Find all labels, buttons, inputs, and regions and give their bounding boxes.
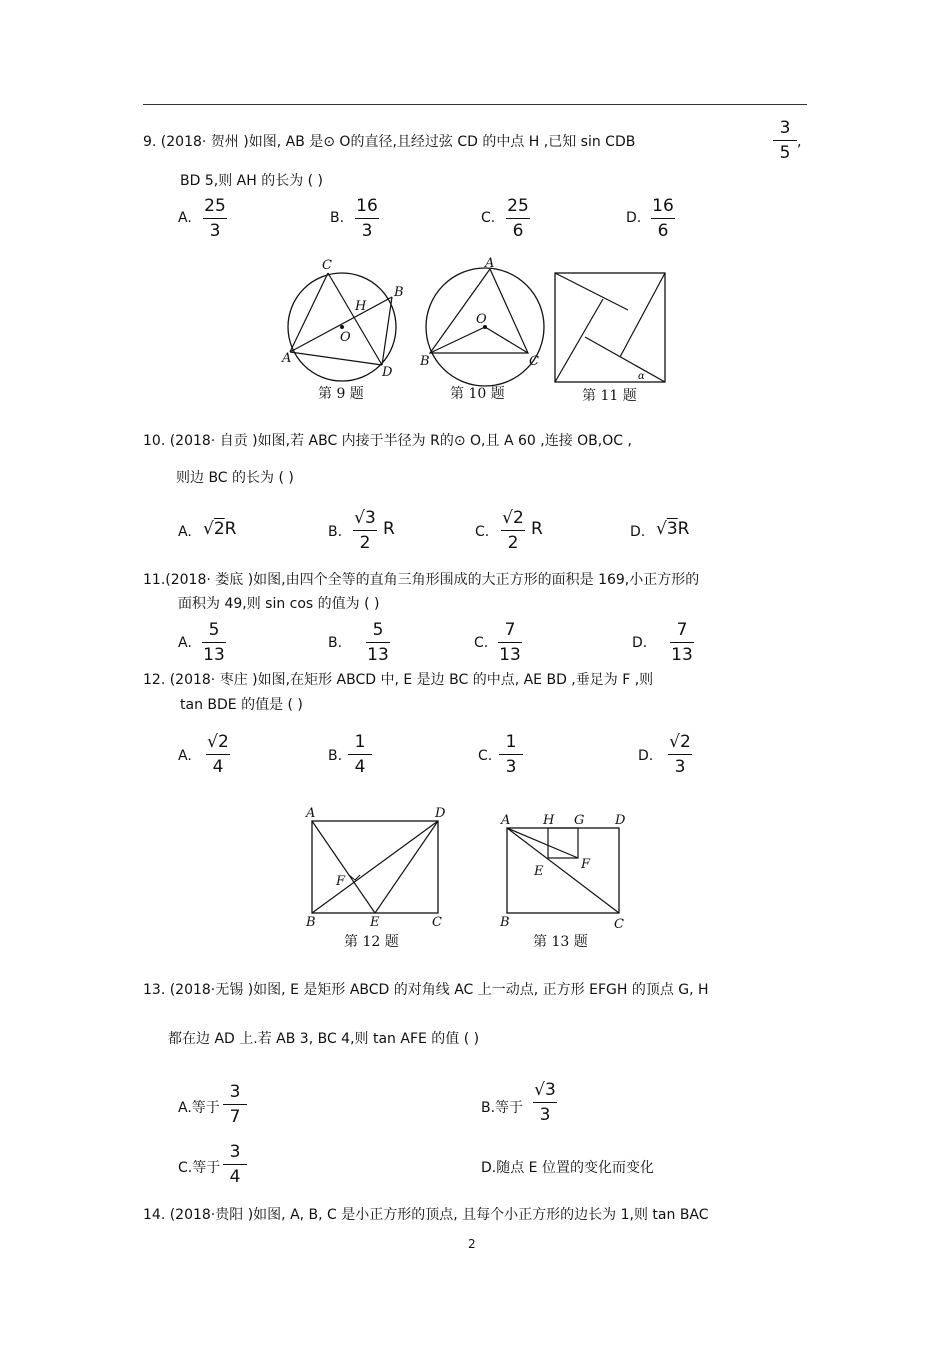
- q11-opt-c-label[interactable]: C.: [474, 635, 489, 651]
- q12-opt-d-label[interactable]: D.: [638, 748, 654, 764]
- q10-opt-d-value: √3R: [656, 519, 690, 539]
- fig12-label-f: F: [336, 874, 346, 889]
- q12-opt-c-label[interactable]: C.: [478, 748, 493, 764]
- q9-line2: BD 5,则 AH 的长为 ( ): [180, 173, 324, 189]
- q13-opt-c-frac: 3 4: [215, 1142, 255, 1187]
- fig9-label-c: C: [322, 258, 332, 273]
- q11-opt-a-label[interactable]: A.: [178, 635, 192, 651]
- q13-opt-d-label[interactable]: D.随点 E 位置的变化而变化: [481, 1160, 654, 1176]
- q10-line1: 10. (2018· 自贡 )如图,若 ABC 内接于半径为 R的⊙ O,且 A 60 ,连接 OB,OC ,: [143, 433, 632, 449]
- page-number: 2: [468, 1237, 476, 1251]
- q11-opt-b-label[interactable]: B.: [328, 635, 343, 651]
- q9-sin-fraction: 3 5: [765, 118, 805, 163]
- fig10-label-b: B: [420, 354, 430, 369]
- fig13-label-f: F: [581, 857, 591, 872]
- fig11-label-alpha: α: [638, 371, 645, 382]
- fig10-label-c: C: [529, 354, 539, 369]
- q11-opt-b-frac: 5 13: [367, 620, 389, 665]
- fig13-label-e: E: [534, 864, 544, 879]
- q10-opt-c-label[interactable]: C.: [475, 524, 490, 540]
- fig9-caption: 第 9 题: [318, 386, 364, 402]
- fig11-caption: 第 11 题: [582, 388, 637, 404]
- q9-line1: 9. (2018· 贺州 )如图, AB 是⊙ O的直径,且经过弦 CD 的中点 H ,已知 sin CDB: [143, 134, 636, 150]
- q13-line2: 都在边 AD 上.若 AB 3, BC 4,则 tan AFE 的值 ( ): [168, 1031, 480, 1047]
- fig13-label-a: A: [501, 813, 511, 828]
- q12-opt-a-frac: √2 4: [207, 732, 229, 777]
- fig12-label-e: E: [370, 915, 380, 930]
- figures-9-10-11: [280, 255, 675, 410]
- fig9-label-a: A: [282, 351, 292, 366]
- q10-line2: 则边 BC 的长为 ( ): [176, 470, 294, 486]
- fig9-label-o: O: [340, 330, 351, 345]
- q11-line1: 11.(2018· 娄底 )如图,由四个全等的直角三角形围成的大正方形的面积是 169,小正方形的: [143, 572, 700, 588]
- fig9-label-d: D: [382, 365, 393, 380]
- q12-line2: tan BDE 的值是 ( ): [180, 697, 303, 713]
- q10-opt-c-frac: √2 2: [502, 508, 524, 553]
- q13-opt-a-label[interactable]: A.等于: [178, 1100, 220, 1116]
- q10-opt-b-frac: √3 2: [354, 508, 376, 553]
- q10-opt-a-label[interactable]: A.: [178, 524, 192, 540]
- q11-opt-d-label[interactable]: D.: [632, 635, 648, 651]
- fig12-label-d: D: [435, 806, 446, 821]
- q12-opt-d-frac: √2 3: [669, 732, 691, 777]
- q9-opt-a-label[interactable]: A.: [178, 210, 192, 226]
- q11-opt-d-frac: 7 13: [671, 620, 693, 665]
- q13-line1: 13. (2018·无锡 )如图, E 是矩形 ABCD 的对角线 AC 上一动点, 正方形 EFGH 的顶点 G, H: [143, 982, 709, 998]
- figures-12-13: [300, 800, 640, 955]
- fig10-label-a: A: [485, 256, 495, 271]
- q10-opt-c-unit: R: [531, 519, 543, 539]
- fig13-label-g: G: [574, 813, 585, 828]
- fig12-caption: 第 12 题: [344, 934, 399, 950]
- figure-9: [281, 258, 404, 402]
- fig13-label-h: H: [543, 813, 555, 828]
- q11-opt-c-frac: 7 13: [499, 620, 521, 665]
- q13-opt-c-label[interactable]: C.等于: [178, 1160, 221, 1176]
- q13-opt-a-frac: 3 7: [215, 1082, 255, 1127]
- top-rule: [143, 104, 807, 105]
- figure-11: [555, 273, 665, 404]
- q9-opt-d-label[interactable]: D.: [626, 210, 642, 226]
- q12-opt-b-frac: 1 4: [340, 732, 380, 777]
- q10-opt-b-unit: R: [383, 519, 395, 539]
- fig12-label-b: B: [306, 915, 316, 930]
- figure-10: [419, 256, 544, 402]
- fig10-caption: 第 10 题: [450, 386, 505, 402]
- q10-opt-b-label[interactable]: B.: [328, 524, 343, 540]
- q11-opt-a-frac: 5 13: [203, 620, 225, 665]
- q9-opt-c-frac: 25 6: [507, 196, 529, 241]
- figure-12: [305, 806, 446, 950]
- q13-opt-b-frac: √3 3: [534, 1080, 556, 1125]
- fig9-label-h: H: [355, 299, 367, 314]
- fig13-label-c: C: [614, 917, 624, 932]
- q10-opt-d-label[interactable]: D.: [630, 524, 646, 540]
- q9-opt-a-frac: 25 3: [204, 196, 226, 241]
- fig12-label-a: A: [306, 806, 316, 821]
- q12-opt-c-frac: 1 3: [491, 732, 531, 777]
- q9-opt-d-frac: 16 6: [652, 196, 674, 241]
- q10-opt-a-value: √2R: [203, 519, 237, 539]
- fig13-caption: 第 13 题: [533, 934, 588, 950]
- fig10-label-o: O: [476, 312, 487, 327]
- q11-line2: 面积为 49,则 sin cos 的值为 ( ): [178, 596, 380, 612]
- fig9-label-b: B: [394, 285, 404, 300]
- q12-opt-b-label[interactable]: B.: [328, 748, 343, 764]
- q13-opt-b-label[interactable]: B.等于: [481, 1100, 524, 1116]
- q12-opt-a-label[interactable]: A.: [178, 748, 192, 764]
- fig13-label-d: D: [615, 813, 626, 828]
- fig13-label-b: B: [500, 915, 510, 930]
- figure-13: [499, 813, 626, 950]
- q12-line1: 12. (2018· 枣庄 )如图,在矩形 ABCD 中, E 是边 BC 的中点, AE BD ,垂足为 F ,则: [143, 672, 654, 688]
- q9-opt-c-label[interactable]: C.: [481, 210, 496, 226]
- q9-comma: ,: [797, 134, 802, 150]
- q9-opt-b-frac: 16 3: [356, 196, 378, 241]
- q14-line1: 14. (2018·贵阳 )如图, A, B, C 是小正方形的顶点, 且每个小正方形的边长为 1,则 tan BAC: [143, 1207, 709, 1223]
- fig12-label-c: C: [432, 915, 442, 930]
- q9-opt-b-label[interactable]: B.: [330, 210, 345, 226]
